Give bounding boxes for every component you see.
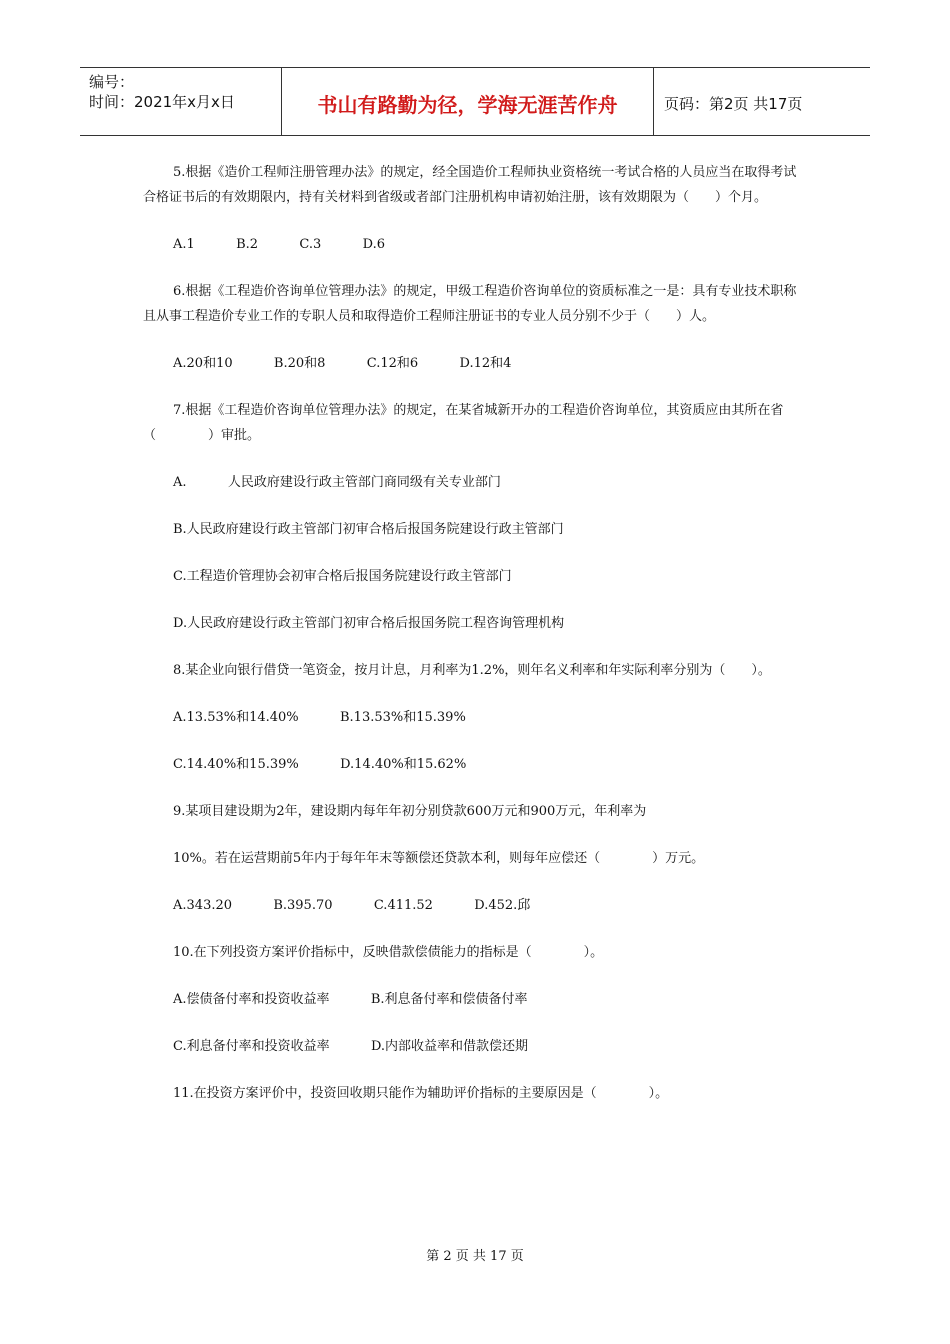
question-10-stem: 10.在下列投资方案评价指标中，反映借款偿债能力的指标是（ ）。	[173, 945, 604, 960]
page-footer: 第 2 页 共 17 页	[426, 1249, 524, 1264]
header-meta	[80, 68, 282, 135]
document-body	[143, 160, 809, 1106]
question-8-options-row-1: A.13.53%和14.40% B.13.53%和15.39%	[173, 710, 466, 725]
question-10-options-row-1: A.偿债备付率和投资收益率 B.利息备付率和偿债备付率	[173, 992, 528, 1007]
question-9-options: A.343.20 B.395.70 C.411.52 D.452.邱	[173, 898, 531, 913]
question-7-stem: 7.根据《工程造价咨询单位管理办法》的规定，在某省城新开办的工程造价咨询单位，其资质应由其所在省（ ）审批。	[143, 403, 784, 443]
header-page-label: 页码：第2页 共17页	[664, 95, 803, 113]
question-10-options-row-2: C.利息备付率和投资收益率 D.内部收益率和借款偿还期	[173, 1039, 529, 1054]
page-header	[80, 67, 870, 136]
header-number-label: 编号：	[89, 73, 135, 91]
question-9-stem-line-1: 9.某项目建设期为2年，建设期内每年年初分别贷款600万元和900万元，年利率为	[173, 804, 647, 819]
question-7-option-a: A. 人民政府建设行政主管部门商同级有关专业部门	[173, 475, 501, 490]
question-7-option-b: B.人民政府建设行政主管部门初审合格后报国务院建设行政主管部门	[173, 522, 564, 537]
question-6-options: A.20和10 B.20和8 C.12和6 D.12和4	[173, 356, 512, 371]
question-7-option-c: C.工程造价管理协会初审合格后报国务院建设行政主管部门	[173, 569, 512, 584]
question-5-options: A.1 B.2 C.3 D.6	[173, 237, 385, 252]
header-time-label: 时间：2021年x月x日	[89, 93, 235, 111]
question-11-stem: 11.在投资方案评价中，投资回收期只能作为辅助评价指标的主要原因是（ ）。	[173, 1086, 669, 1101]
question-6-stem: 6.根据《工程造价咨询单位管理办法》的规定，甲级工程造价咨询单位的资质标准之一是：具有专业技术职称且从事工程造价专业工作的专职人员和取得造价工程师注册证书的专业人员分别不少于（ ）人。	[143, 284, 797, 324]
header-motto: 书山有路勤为径，学海无涯苦作舟	[282, 68, 654, 135]
question-9-stem-line-2: 10%。若在运营期前5年内于每年年末等额偿还贷款本利，则每年应偿还（ ）万元。	[173, 851, 705, 866]
question-8-options-row-2: C.14.40%和15.39% D.14.40%和15.62%	[173, 757, 467, 772]
question-8-stem: 8.某企业向银行借贷一笔资金，按月计息，月利率为1.2%，则年名义利率和年实际利率分别为（ ）。	[173, 663, 771, 678]
question-5-stem: 5.根据《造价工程师注册管理办法》的规定，经全国造价工程师执业资格统一考试合格的人员应当在取得考试合格证书后的有效期限内，持有关材料到省级或者部门注册机构申请初始注册，该有效期限为（ ）个月。	[143, 165, 797, 205]
question-7-option-d: D.人民政府建设行政主管部门初审合格后报国务院工程咨询管理机构	[173, 616, 565, 631]
